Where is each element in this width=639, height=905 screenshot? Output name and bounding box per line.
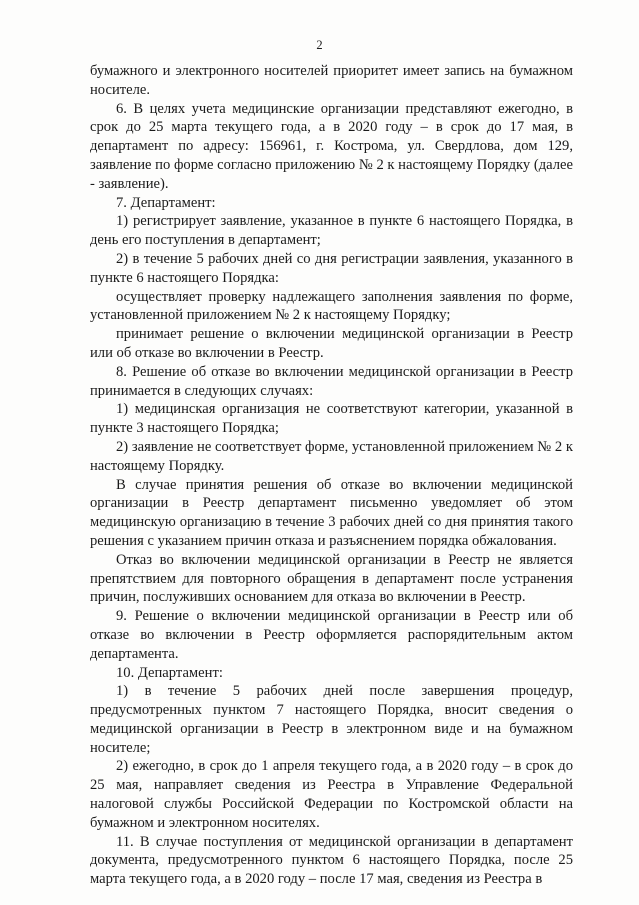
paragraph: 2) заявление не соответствует форме, установленной приложением № 2 к настоящему Порядку.: [90, 438, 573, 474]
paragraph: 11. В случае поступления от медицинской организации в департамент документа, предусмотренного пунктом 6 настоящего Порядка, после 25 марта текущего года, а в 2020 году – после 17 мая, сведения из Реестра в: [90, 833, 573, 888]
document-body: [90, 62, 573, 889]
paragraph: 6. В целях учета медицинские организации представляют ежегодно, в срок до 25 марта текущего года, а в 2020 году – в срок до 17 мая, в департамент по адресу: 156961, г. Кострома, ул. Свердлова, дом 129, заявление по форме согласно приложению № 2 к настоящему Порядку (далее - заявление).: [90, 100, 573, 192]
paragraph: 1) в течение 5 рабочих дней после завершения процедур, предусмотренных пунктом 7 настоящего Порядка, вносит сведения о медицинской организации в Реестр в электронном виде и на бумажном носителе;: [90, 683, 573, 756]
paragraph: 7. Департамент:: [116, 194, 216, 211]
paragraph: Отказ во включении медицинской организации в Реестр не является препятствием для повторного обращения в департамент после устранения причин, послуживших основанием для отказа во включении в Реестр.: [90, 551, 573, 606]
paragraph: 2) в течение 5 рабочих дней со дня регистрации заявления, указанного в пункте 6 настоящего Порядка:: [90, 250, 573, 286]
paragraph: принимает решение о включении медицинской организации в Реестр или об отказе во включении в Реестр.: [90, 326, 573, 361]
paragraph: осуществляет проверку надлежащего заполнения заявления по форме, установленной приложением № 2 к настоящему Порядку;: [90, 288, 573, 324]
paragraph: 10. Департамент:: [116, 664, 223, 681]
paragraph: 1) регистрирует заявление, указанное в пункте 6 настоящего Порядка, в день его поступления в департамент;: [90, 213, 573, 249]
paragraph: 2) ежегодно, в срок до 1 апреля текущего года, а в 2020 году – в срок до 25 мая, направляет сведения из Реестра в Управление Федеральной налоговой службы Российской Федерации по Костромской области на бумажном и электронном носителях.: [90, 758, 573, 831]
paragraph: 9. Решение о включении медицинской организации в Реестр или об отказе во включении в Реестр оформляется распорядительным актом департамента.: [90, 608, 573, 662]
paragraph: 1) медицинская организация не соответствуют категории, указанной в пункте 3 настоящего Порядка;: [90, 401, 573, 437]
paragraph: В случае принятия решения об отказе во включении медицинской организации в Реестр департамент письменно уведомляет об этом медицинскую организацию в течение 3 рабочих дней со дня принятия такого решения с указанием причин отказа и разъяснением порядка обжалования.: [90, 476, 573, 549]
paragraph: бумажного и электронного носителей приоритет имеет запись на бумажном носителе.: [90, 63, 573, 98]
paragraph: 8. Решение об отказе во включении медицинской организации в Реестр принимается в следующих случаях:: [90, 363, 573, 399]
page-number: 2: [316, 38, 323, 52]
